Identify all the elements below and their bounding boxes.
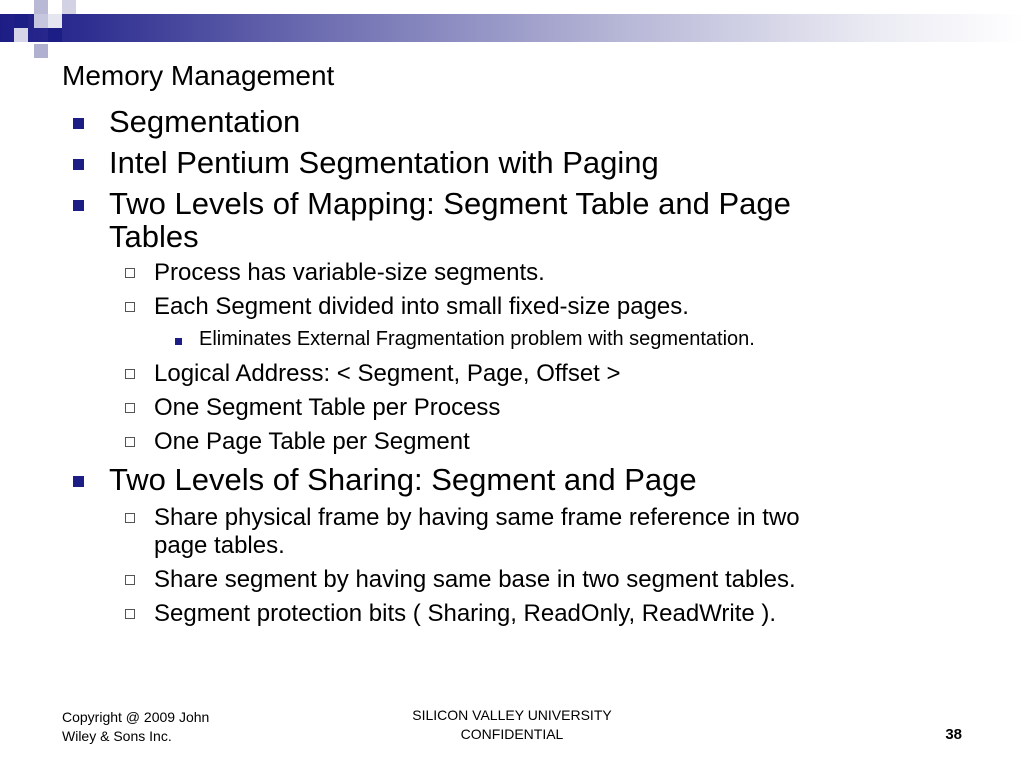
bullet-marker-hollow-square xyxy=(125,302,135,312)
bullet-item: One Segment Table per Process xyxy=(154,394,501,421)
footer-confidential xyxy=(380,706,644,744)
bullet-item: Segment protection bits ( Sharing, ReadOnly, ReadWrite ). xyxy=(154,600,777,627)
bullet-item: Intel Pentium Segmentation with Paging xyxy=(109,145,659,180)
bullet-item: Process has variable-size segments. xyxy=(154,259,545,286)
decor-square xyxy=(34,0,48,14)
bullet-item: Two Levels of Sharing: Segment and Page xyxy=(109,462,697,497)
bullet-marker-hollow-square xyxy=(125,609,135,619)
bullet-marker-hollow-square xyxy=(125,513,135,523)
bullet-marker-hollow-square xyxy=(125,575,135,585)
bullet-marker-square xyxy=(73,476,84,487)
bullet-item: One Page Table per Segment xyxy=(154,428,470,455)
decor-square xyxy=(62,0,76,14)
header-gradient-bar xyxy=(0,14,1024,42)
bullet-marker-hollow-square xyxy=(125,403,135,413)
bullet-marker-hollow-square xyxy=(125,268,135,278)
bullet-item: Segmentation xyxy=(109,104,301,139)
bullet-item: Logical Address: < Segment, Page, Offset > xyxy=(154,360,621,387)
bullet-item: Each Segment divided into small fixed-size pages. xyxy=(154,293,689,320)
footer-copyright xyxy=(62,708,209,746)
decor-square xyxy=(48,14,62,28)
bullet-marker-square xyxy=(73,118,84,129)
footer-copyright-line: Copyright @ 2009 John xyxy=(62,709,210,725)
slide-title: Memory Management xyxy=(62,60,335,91)
footer-center-line: CONFIDENTIAL xyxy=(460,726,564,742)
footer-center-line: SILICON VALLEY UNIVERSITY xyxy=(412,707,612,723)
bullet-marker-hollow-square xyxy=(125,437,135,447)
bullet-item: Share segment by having same base in two segment tables. xyxy=(154,566,796,593)
bullet-item: Two Levels of Mapping: Segment Table and Page xyxy=(109,186,791,221)
decor-square xyxy=(48,28,62,42)
bullet-marker-small-square xyxy=(175,338,182,345)
page-number: 38 xyxy=(945,726,962,743)
footer-copyright-line: Wiley & Sons Inc. xyxy=(62,728,172,744)
bullet-item: Share physical frame by having same frame reference in two xyxy=(154,504,800,531)
bullet-marker-hollow-square xyxy=(125,369,135,379)
decor-square xyxy=(34,44,48,58)
decor-square xyxy=(14,28,28,42)
bullet-marker-square xyxy=(73,159,84,170)
bullet-item-continuation: Tables xyxy=(109,219,199,254)
bullet-marker-square xyxy=(73,200,84,211)
decor-square xyxy=(14,14,28,28)
bullet-item: Eliminates External Fragmentation problem with segmentation. xyxy=(199,328,755,350)
decor-square xyxy=(34,14,48,28)
bullet-item-continuation: page tables. xyxy=(154,532,285,559)
